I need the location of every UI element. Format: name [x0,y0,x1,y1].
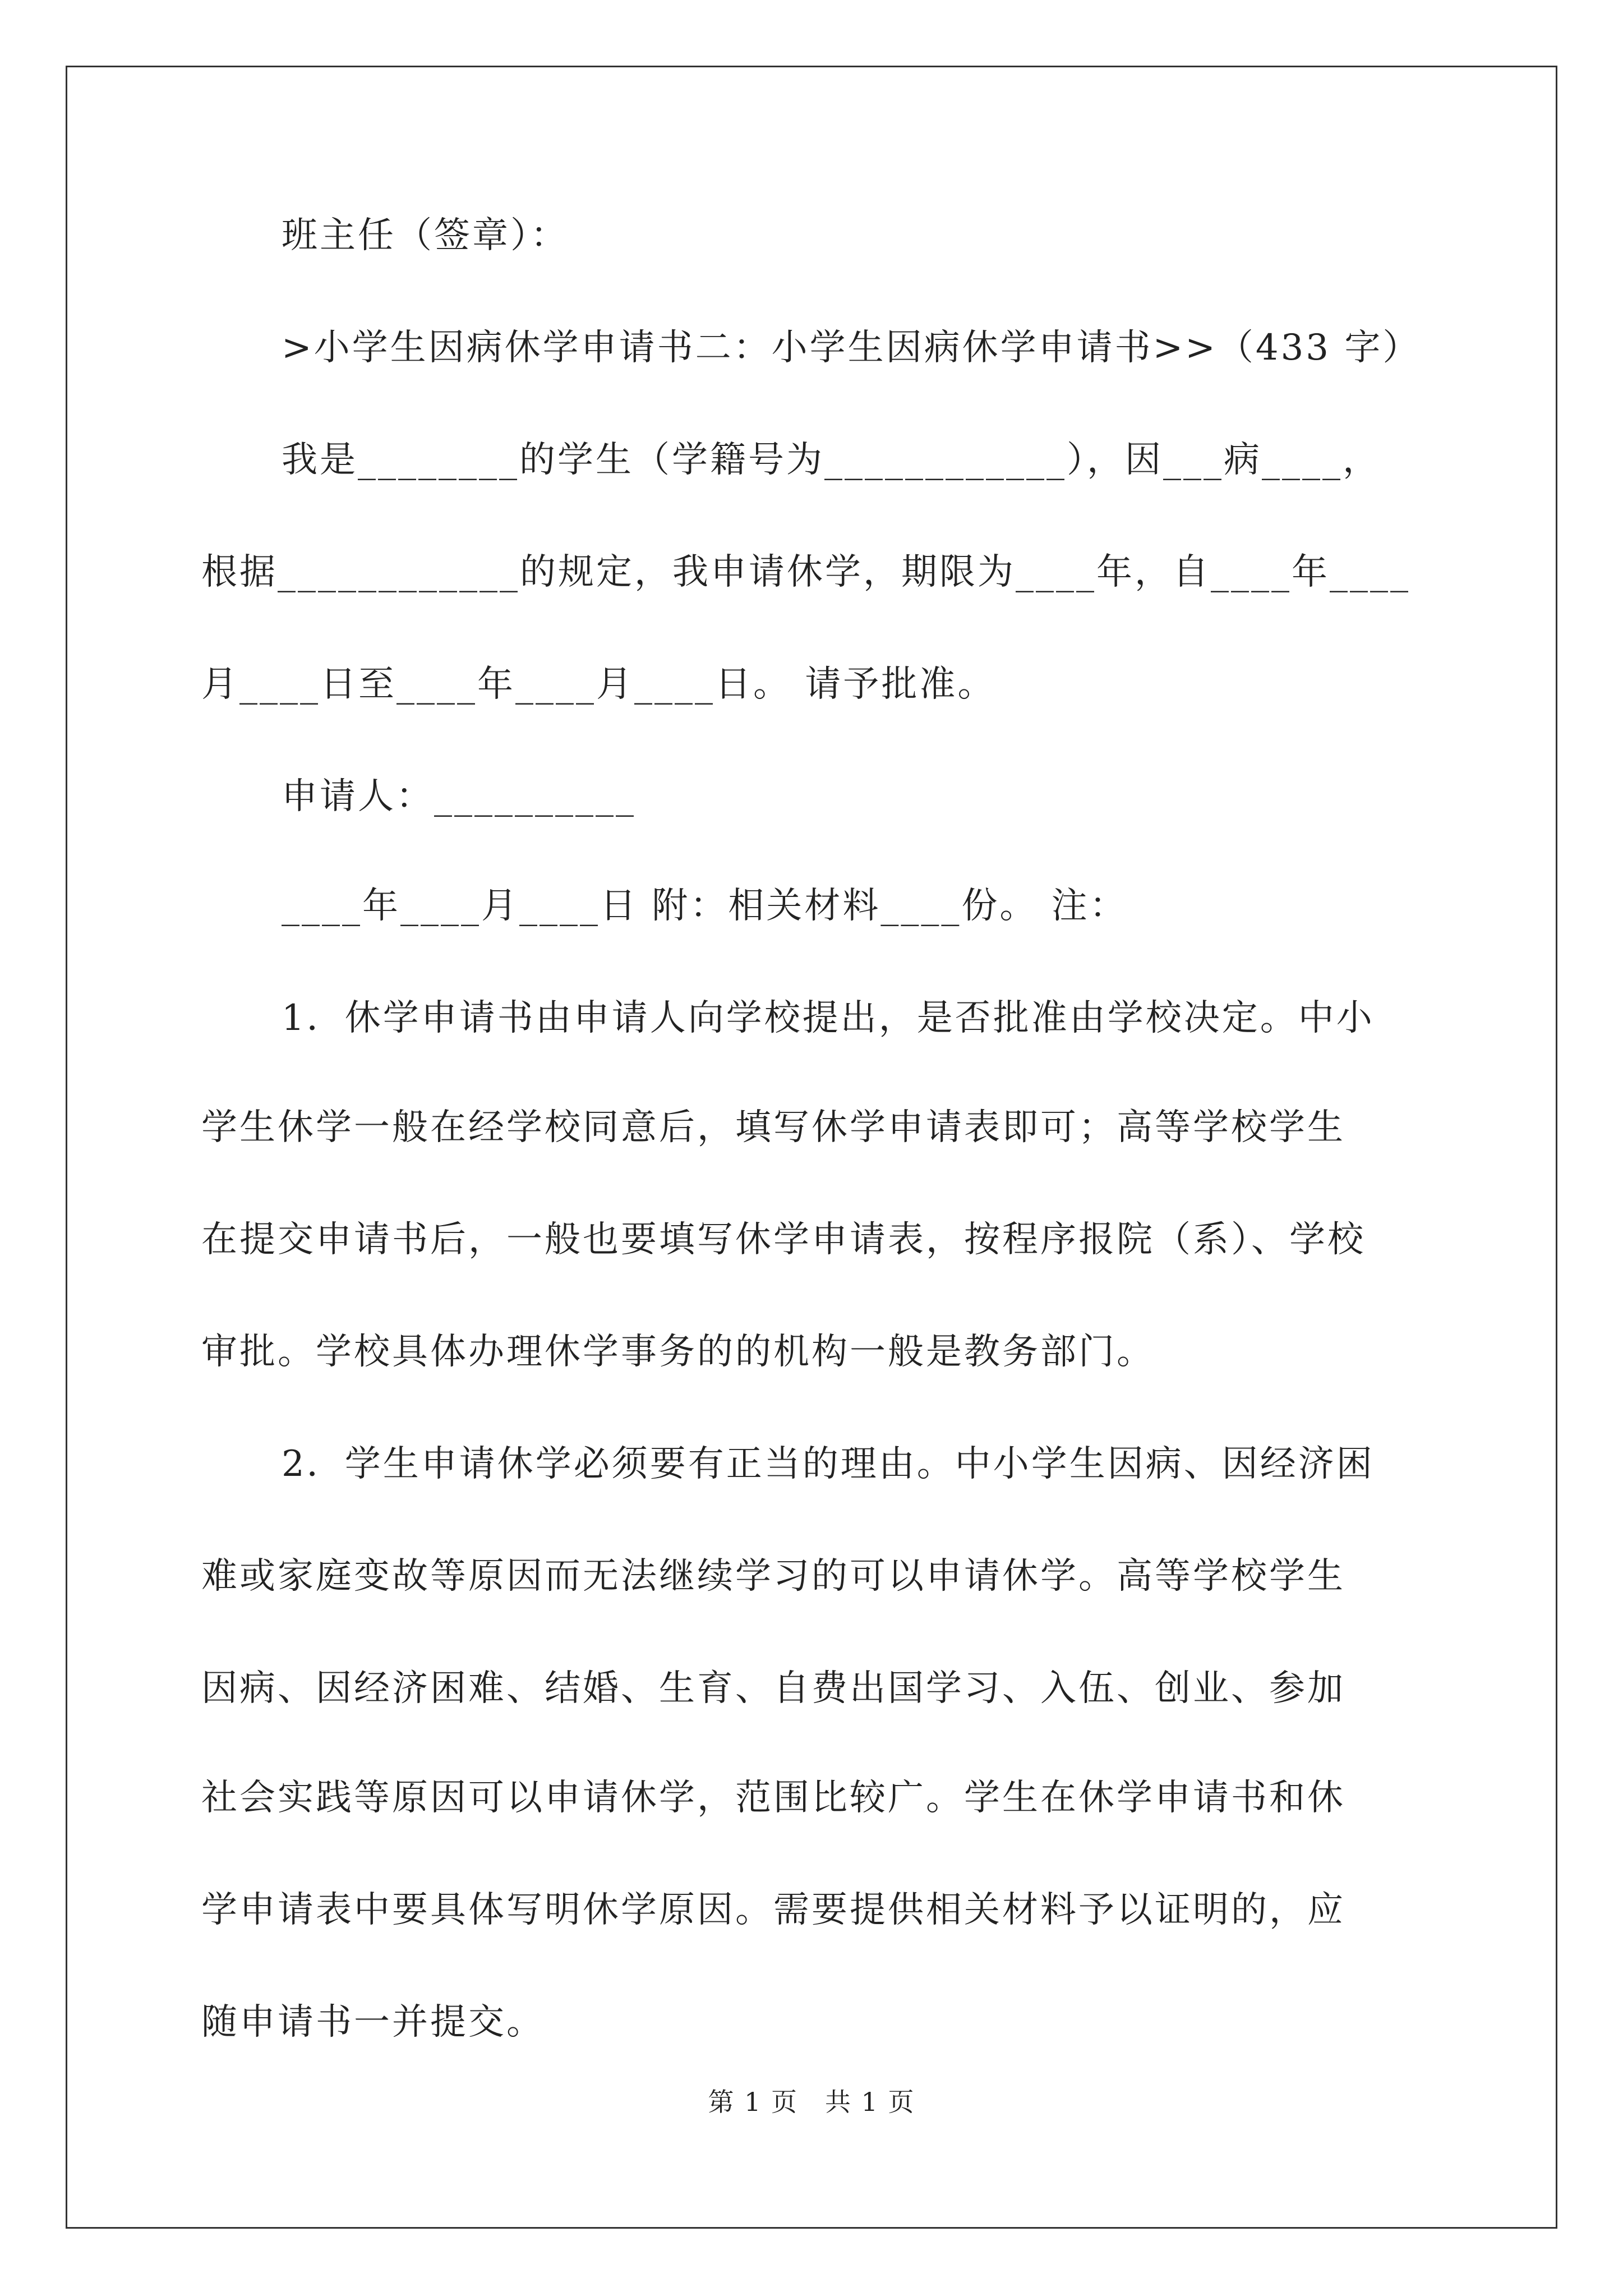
paragraph-line: 我是________的学生（学籍号为____________），因___病____， [282,439,1381,481]
note-2-line: 学申请表中要具体写明休学原因。需要提供相关材料予以证明的，应 [201,1889,1345,1931]
note-1-line: 在提交申请书后，一般也要填写休学申请表，按程序报院（系）、学校 [201,1219,1366,1260]
note-2-line: 因病、因经济困难、结婚、生育、自费出国学习、入伍、创业、参加 [201,1668,1345,1709]
note-2-line: 社会实践等原因可以申请休学，范围比较广。学生在休学申请书和休 [201,1777,1345,1819]
note-1-line: 审批。学校具体办理休学事务的的机构一般是教务部门。 [201,1331,1155,1373]
teacher-signature-line: 班主任（签章）： [282,215,569,256]
note-1-line: 1．休学申请书由申请人向学校提出，是否批准由学校决定。中小 [282,997,1375,1039]
note-2-line: 难或家庭变故等原因而无法继续学习的可以申请休学。高等学校学生 [201,1556,1345,1597]
date-attachment-line: ____年____月____日 附：相关材料____份。 注： [282,885,1128,927]
section-heading: >小学生因病休学申请书二：小学生因病休学申请书>>（433 字） [282,327,1421,369]
note-1-line: 学生休学一般在经学校同意后，填写休学申请表即可；高等学校学生 [201,1107,1345,1148]
applicant-line: 申请人：__________ [282,776,636,817]
paragraph-line: 月____日至____年____月____日。 请予批准。 [201,664,996,705]
note-2-line: 2．学生申请休学必须要有正当的理由。中小学生因病、因经济困 [282,1443,1375,1485]
page-number: 第 1 页 共 1 页 [708,2087,915,2117]
paragraph-line: 根据____________的规定，我申请休学，期限为____年，自____年____ [201,551,1410,593]
note-2-line: 随申请书一并提交。 [201,2001,545,2043]
